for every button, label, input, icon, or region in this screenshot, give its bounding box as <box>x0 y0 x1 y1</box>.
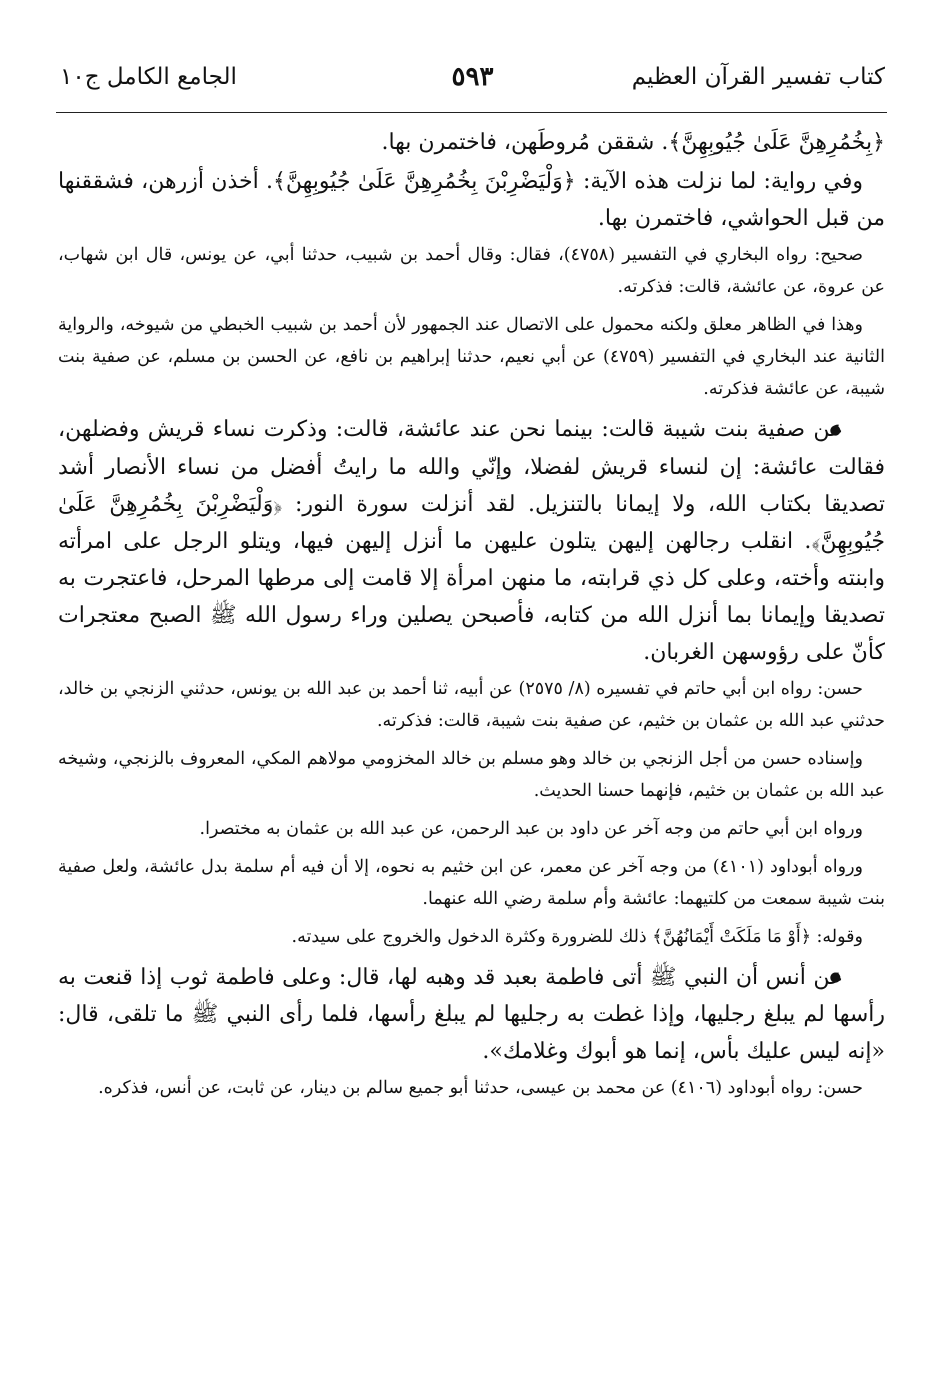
footnote-paragraph <box>58 851 885 915</box>
paragraph-text: حسن: رواه أبوداود (٤١٠٦) عن محمد بن عيسى، حدثنا أبو جميع سالم بن دينار، عن ثابت، عن أنس، فذكره. <box>98 1078 863 1098</box>
page-body <box>58 124 885 1350</box>
hadith-paragraph <box>58 959 885 1071</box>
footnote-paragraph <box>58 673 885 737</box>
paragraph-text: وهذا في الظاهر معلق ولكنه محمول على الاتصال عند الجمهور لأن أحمد بن شبيب الخبطي من شيوخه، والرواية الثانية عند البخاري في التفسير (٤٧٥٩) عن أبي نعيم، حدثنا إبراهيم بن نافع، عن الحسن بن مسلم، عن صفية بنت شيبة، عن عائشة فذكرته. <box>58 315 885 399</box>
page-number: ٥٩٣ <box>451 62 494 92</box>
paragraph-text: ورواه أبوداود (٤١٠١) من وجه آخر عن معمر، عن ابن خثيم به نحوه، إلا أن فيه أم سلمة بدل عائشة، ولعل صفية بنت شيبة سمعت من كلتيهما: عائشة وأم سلمة رضي الله عنهما. <box>58 856 885 909</box>
footnote-paragraph <box>58 921 885 953</box>
footnote-paragraph <box>58 743 885 807</box>
paragraph-text: ورواه ابن أبي حاتم من وجه آخر عن داود بن عبد الرحمن، عن عبد الله بن عثمان به مختصرا. <box>199 818 863 839</box>
footnote-paragraph <box>58 309 885 405</box>
footnote-paragraph <box>58 239 885 303</box>
bullet-icon <box>843 411 863 449</box>
bullet-icon <box>843 959 863 997</box>
paragraph <box>58 124 885 161</box>
header-divider <box>56 112 887 113</box>
hadith-paragraph <box>58 411 885 671</box>
paragraph-text: ﴿بِخُمُرِهِنَّ عَلَىٰ جُيُوبِهِنَّ﴾. شققن مُروطَهن، فاختمرن بها. <box>381 130 885 155</box>
paragraph-text: وقوله: ﴿أَوْ مَا مَلَكَتْ أَيْمَانُهُنَّ﴾ ذلك للضرورة وكثرة الدخول والخروج على سيدته. <box>291 926 863 947</box>
paragraph-text: وفي رواية: لما نزلت هذه الآية: ﴿وَلْيَضْرِبْنَ بِخُمُرِهِنَّ عَلَىٰ جُيُوبِهِنَّ﴾. أخذن أزرهن، فشققنها من قبل الحواشي، فاختمرن بها. <box>58 169 885 231</box>
paragraph-text: وإسناده حسن من أجل الزنجي بن خالد وهو مسلم بن خالد المخزومي مولاهم المكي، المعروف بالزنجي، وشيخه عبد الله بن عثمان بن خثيم، فإنهما حسنا الحديث. <box>58 748 885 801</box>
paragraph-text: حسن: رواه ابن أبي حاتم في تفسيره (٨/ ٢٥٧٥) عن أبيه، ثنا أحمد بن عبد الله بن يونس، حدثني الزنجي بن خالد، حدثني عبد الله بن عثمان بن خثيم، عن صفية بنت شيبة، قالت: فذكرته. <box>58 678 885 731</box>
footnote-paragraph <box>58 1072 885 1104</box>
paragraph-text: عن أنس أن النبي ﷺ أتى فاطمة بعبد قد وهبه لها، قال: وعلى فاطمة ثوب إذا قنعت به رأسها لم يبلغ رجليها، وإذا غطت به رجليها لم يبلغ رأسها، فلما رأى النبي ﷺ ما تلقى، قال: «إنه ليس عليك بأس، إنما هو أبوك وغلامك». <box>58 964 885 1064</box>
book-title: كتاب تفسير القرآن العظيم <box>631 64 885 90</box>
paragraph-text: صحيح: رواه البخاري في التفسير (٤٧٥٨)، فقال: وقال أحمد بن شبيب، حدثنا أبي، عن يونس، قال ابن شهاب، عن عروة، عن عائشة، قالت: فذكرته. <box>58 245 885 297</box>
paragraph-text: عن صفية بنت شيبة قالت: بينما نحن عند عائشة، قالت: وذكرت نساء قريش وفضلهن، فقالت عائشة: إن لنساء قريش لفضلا، وإنّي والله ما رايتُ أفضل من نساء الأنصار أشد تصديقا بكتاب الله، ولا إيمانا بالتنزيل. لقد أنزلت سورة النور: ﴿وَلْيَضْرِبْنَ بِخُمُرِهِنَّ عَلَىٰ جُيُوبِهِنَّ﴾. انقلب رجالهن إليهن يتلون عليهن ما أنزل إليهن فيها، ويتلو الرجل على امرأته وابنته وأخته، وعلى كل ذي قرابته، ما منهن امرأة إلا قامت إلى مرطها المرحل، فاعتجرت به تصديقا وإيمانا بما أنزل الله من كتابه، فأصبحن يصلين وراء رسول الله ﷺ الصبح معتجرات كأنّ على رؤوسهن الغربان. <box>58 417 885 665</box>
page-header <box>60 62 885 102</box>
paragraph <box>58 163 885 237</box>
footnote-paragraph <box>58 813 885 845</box>
volume-title: الجامع الكامل ج١٠ <box>60 64 237 90</box>
